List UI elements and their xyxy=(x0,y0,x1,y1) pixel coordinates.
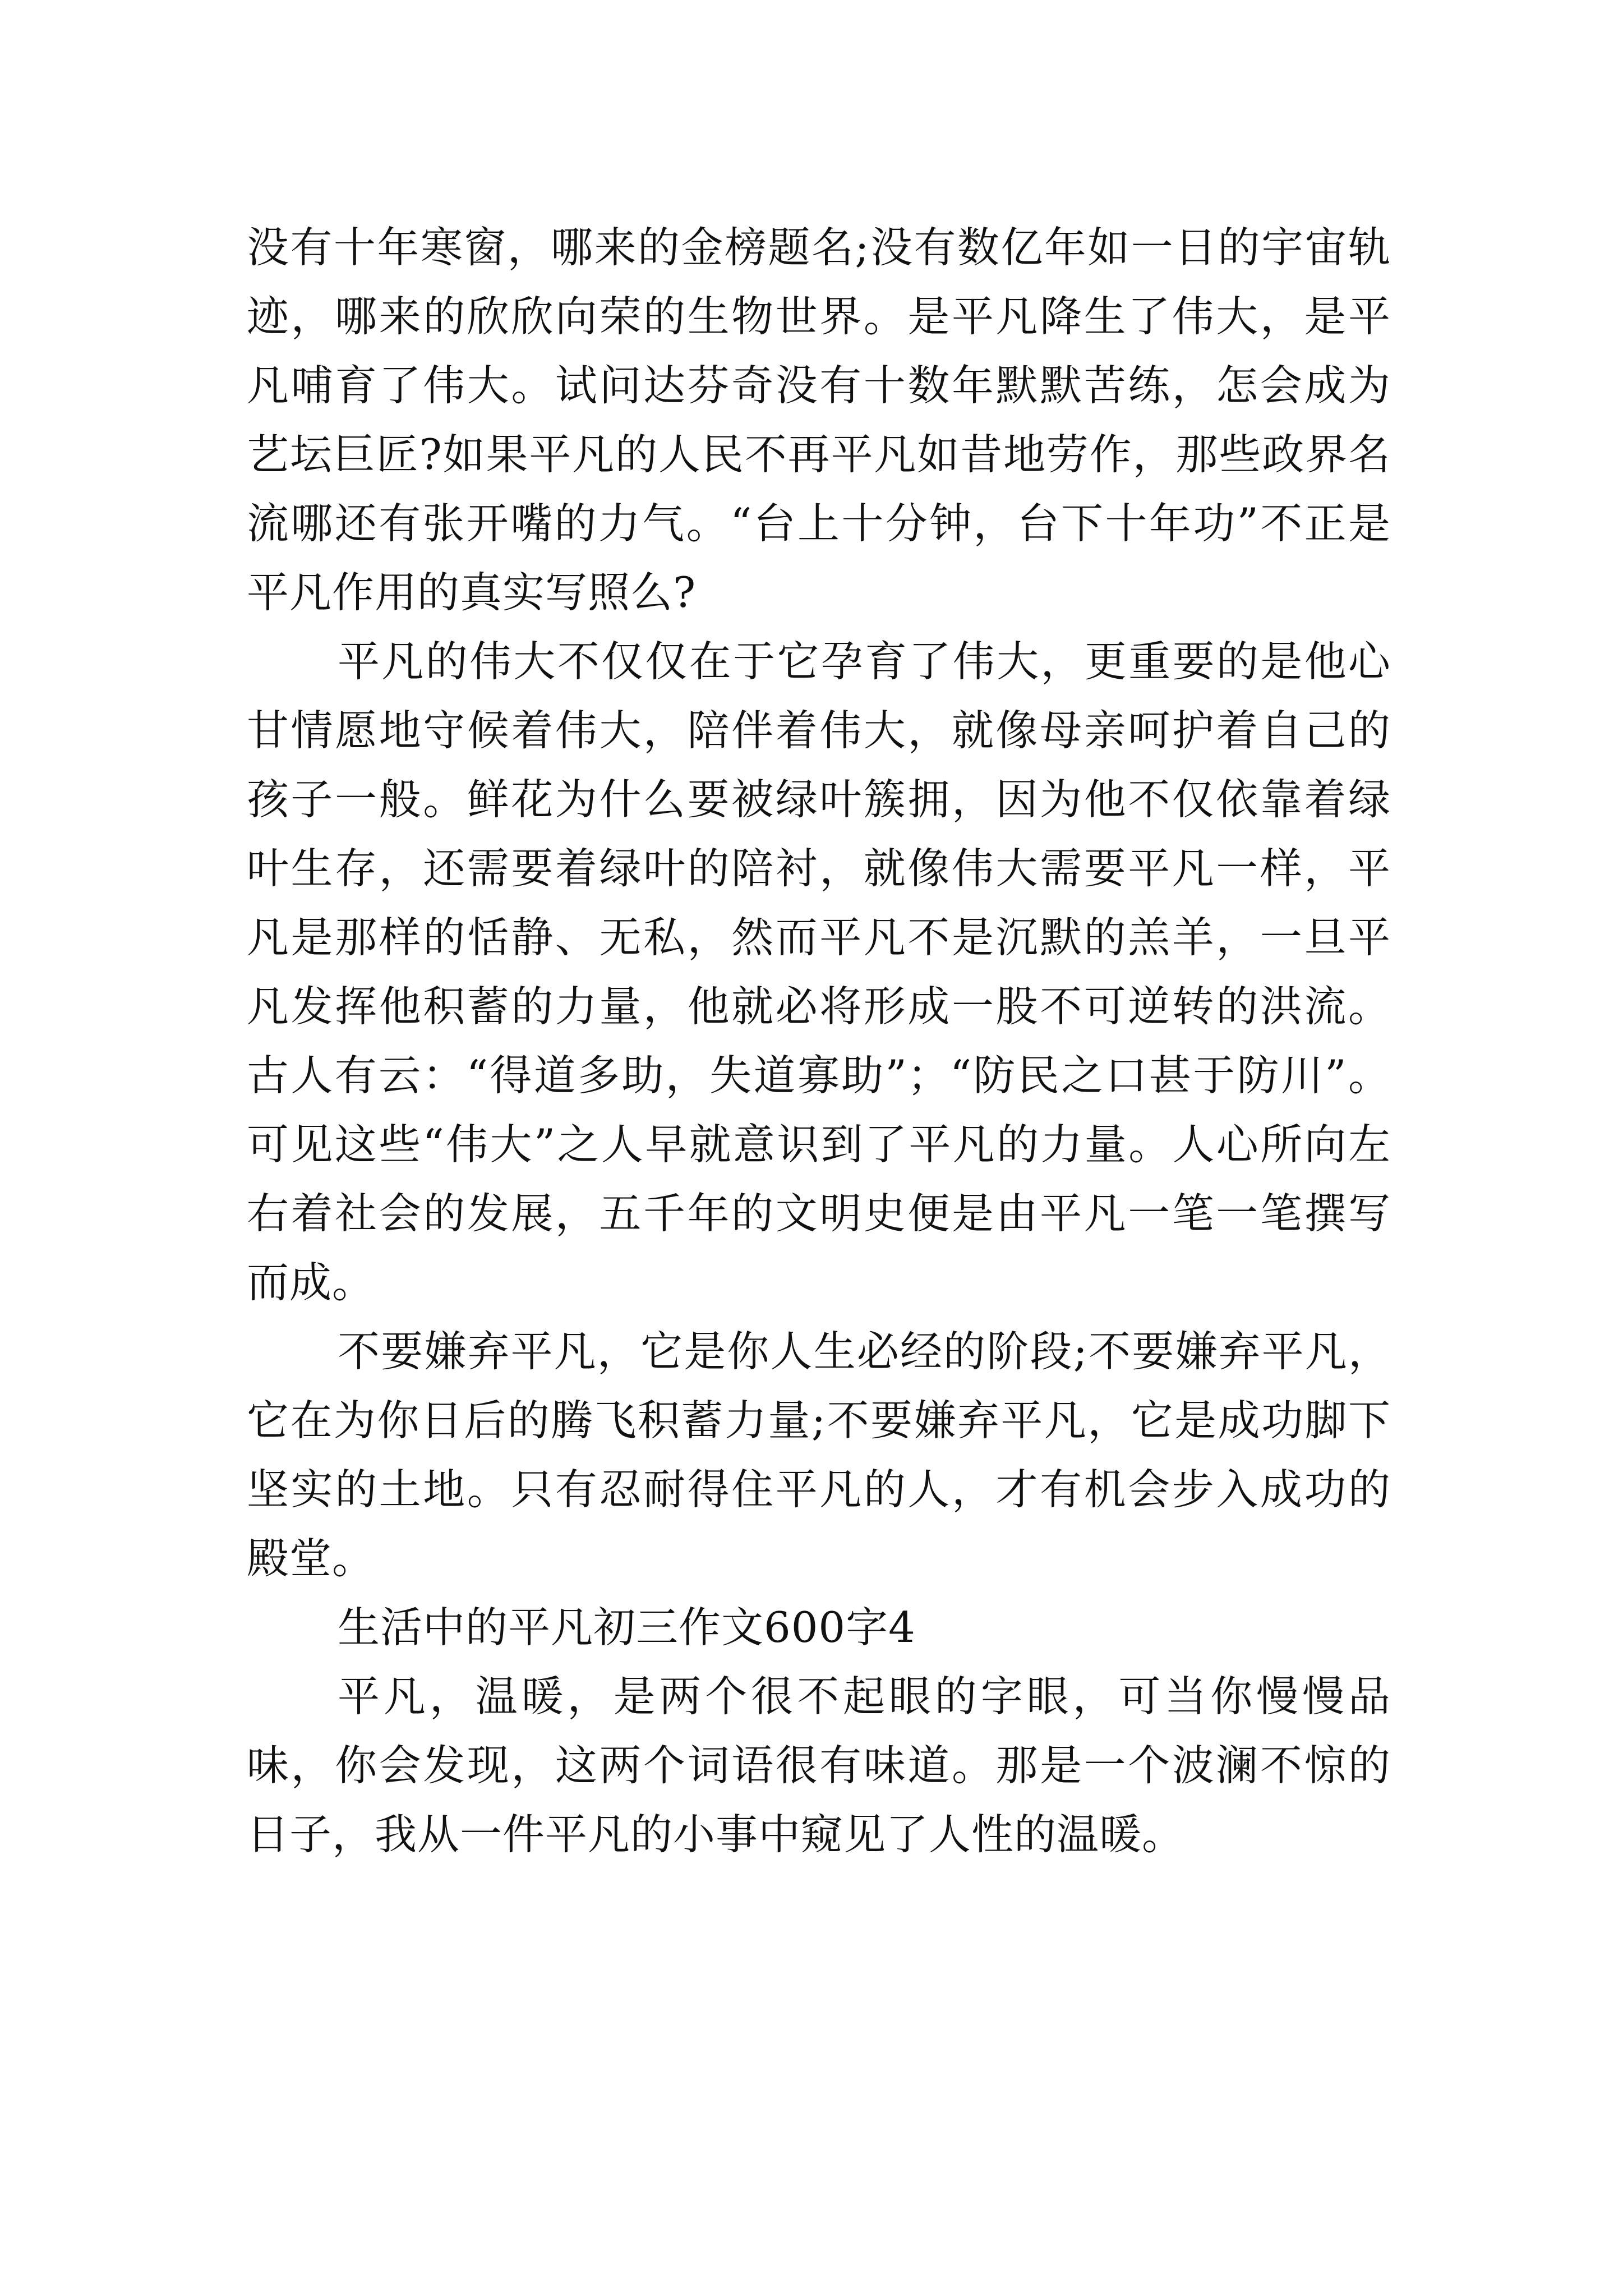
paragraph-3: 不要嫌弃平凡，它是你人生必经的阶段;不要嫌弃平凡，它在为你日后的腾飞积蓄力量;不要嫌弃平凡，它是成功脚下坚实的土地。只有忍耐得住平凡的人，才有机会步入成功的殿堂。 xyxy=(247,1327,1391,1583)
section-heading: 生活中的平凡初三作文600字4 xyxy=(338,1603,916,1652)
document-body xyxy=(247,213,1391,1869)
paragraph-1: 没有十年寒窗，哪来的金榜题名;没有数亿年如一日的宇宙轨迹，哪来的欣欣向荣的生物世界。是平凡降生了伟大，是平凡哺育了伟大。试问达芬奇没有十数年默默苦练，怎会成为艺坛巨匠?如果平凡的人民不再平凡如昔地劳作，那些政界名流哪还有张开嘴的力气。“台上十分钟，台下十年功”不正是平凡作用的真实写照么? xyxy=(247,223,1391,617)
paragraph-2: 平凡的伟大不仅仅在于它孕育了伟大，更重要的是他心甘情愿地守候着伟大，陪伴着伟大，就像母亲呵护着自己的孩子一般。鲜花为什么要被绿叶簇拥，因为他不仅依靠着绿叶生存，还需要着绿叶的陪衬，就像伟大需要平凡一样，平凡是那样的恬静、无私，然而平凡不是沉默的羔羊，一旦平凡发挥他积蓄的力量，他就必将形成一股不可逆转的洪流。古人有云：“得道多助，失道寡助”；“防民之口甚于防川”。可见这些“伟大”之人早就意识到了平凡的力量。人心所向左右着社会的发展，五千年的文明史便是由平凡一笔一笔撰写而成。 xyxy=(247,637,1391,1307)
paragraph-4: 平凡，温暖，是两个很不起眼的字眼，可当你慢慢品味，你会发现，这两个词语很有味道。那是一个波澜不惊的日子，我从一件平凡的小事中窥见了人性的温暖。 xyxy=(247,1672,1391,1859)
